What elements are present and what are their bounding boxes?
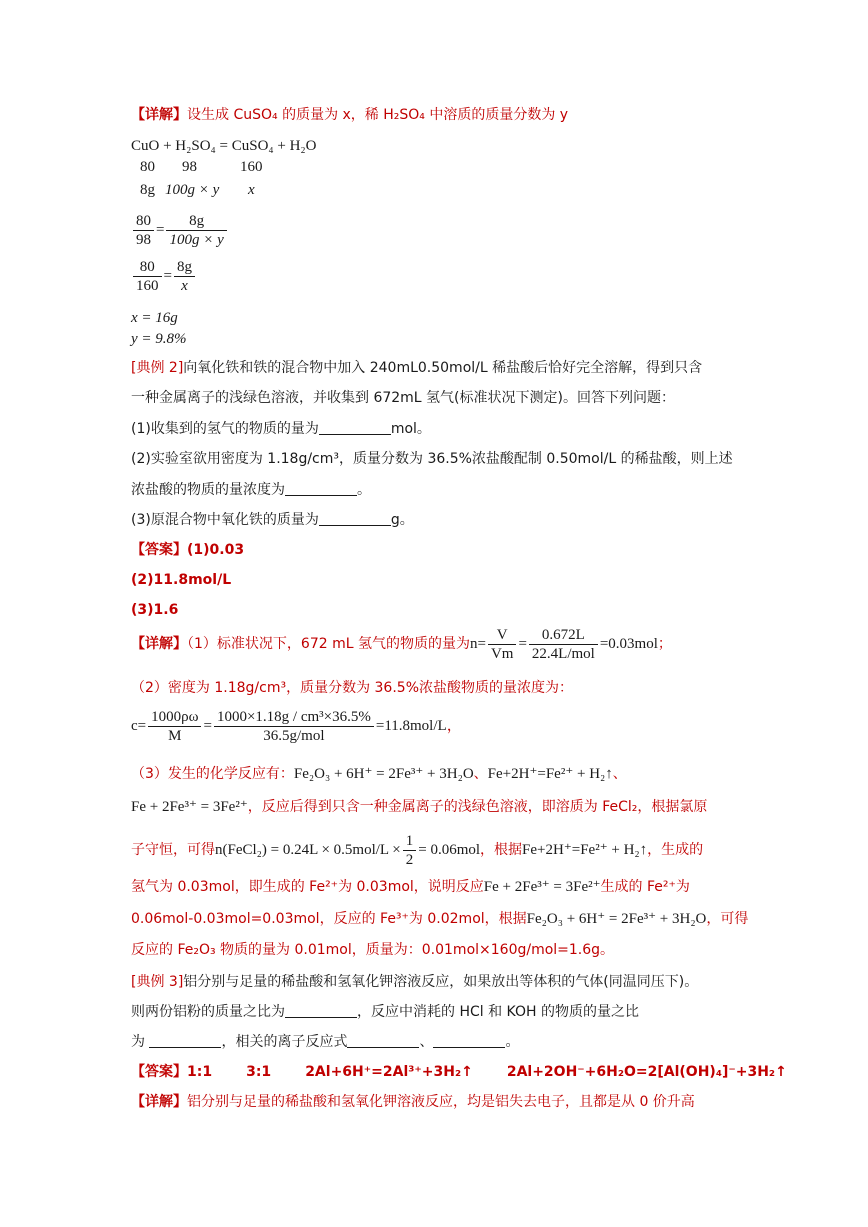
- mass-h2so4: 98: [182, 159, 197, 175]
- example-tag: [典例 2]: [131, 360, 184, 376]
- fraction-numerator: 8g: [174, 258, 195, 277]
- fraction-numerator: 1000ρω: [148, 708, 201, 727]
- detail2-p2-formula: c= $\frac{1000\rho\omega}{M}$ = $\frac{\text{1000×1.18g / cm³×36.5\%}}{\text{36.5g/mol}}$ =11.8mol/L，: [131, 709, 462, 744]
- fraction-numerator: 0.672L: [529, 626, 598, 645]
- detail-text: 氢气为 0.03mol，即生成的 Fe²⁺为 0.03mol，说明反应: [131, 879, 484, 895]
- question-2-line2: [131, 480, 371, 500]
- fraction-denominator: 98: [136, 232, 151, 248]
- example2-line2: 一种金属离子的浅绿色溶液，并收集到 672mL 氢气(标准状况下测定)。回答下列问题：: [131, 390, 675, 406]
- equation: Fe + 2Fe³⁺ = 3Fe²⁺: [483, 879, 601, 895]
- detail-text: 设生成 CuSO₄ 的质量为 x，稀 H₂SO₄ 中溶质的质量分数为 y: [187, 107, 569, 123]
- fraction-numerator: 1: [403, 832, 417, 851]
- detail2-p3: [131, 764, 627, 784]
- fraction-numerator: V: [488, 626, 517, 645]
- answer2-line3: (3)1.6: [131, 602, 179, 618]
- formula-part: =0.03mol: [599, 635, 658, 652]
- answer-value: 2Al+2OH⁻+6H₂O=2[Al(OH)₄]⁻+3H₂↑: [506, 1064, 787, 1080]
- detail2-p7: [131, 909, 748, 929]
- detail2-p2: （2）密度为 1.18g/cm³，质量分数为 36.5%浓盐酸物质的量浓度为：: [131, 680, 574, 696]
- detail-text: 0.06mol-0.03mol=0.03mol，反应的 Fe³⁺为 0.02mol，根据: [131, 911, 527, 927]
- example3-line1: [131, 972, 698, 992]
- ratio-equation-1: $\frac{80}{98}$ = $\frac{8g}{100g \times y}$: [131, 212, 229, 249]
- detail2-p5: [131, 832, 703, 869]
- detail2-p4: [131, 797, 707, 817]
- detail-text: （1）标准状况下，672 mL 氢气的物质的量为: [187, 635, 470, 652]
- answer2-line2: (2)11.8mol/L: [131, 572, 232, 588]
- answer-value: 3:1: [246, 1064, 272, 1080]
- example2-line1: [131, 358, 702, 378]
- equation: Fe+2H⁺=Fe²⁺ + H₂↑: [487, 766, 613, 782]
- detail2-p1: 【详解】（1）标准状况下，672 mL 氢气的物质的量为n= $\frac{V}{Vm}$ = $\frac{0.672L}{\text{22.4L/mol}}$ =0.03mol；: [131, 627, 672, 662]
- question-unit: mol。: [390, 421, 431, 437]
- fraction-denominator: 36.5g/mol: [263, 728, 325, 744]
- answer-tag: 【答案】: [131, 1064, 187, 1080]
- answer-blank[interactable]: [285, 1003, 357, 1018]
- formula-part: c=: [131, 717, 147, 734]
- question-3: [131, 510, 414, 530]
- question-text: ，反应中消耗的 HCl 和 KOH 的物质的量之比: [357, 1004, 639, 1020]
- fraction-denominator: 160: [136, 278, 159, 294]
- answer3-line: [131, 1062, 787, 1082]
- fraction-denominator: 100g × y: [169, 232, 224, 248]
- mass-cuo: 80: [140, 159, 155, 175]
- question-text: 为: [131, 1034, 145, 1050]
- ratio-equation-2: $\frac{80}{160}$ = $\frac{8g}{x}$: [131, 258, 197, 295]
- detail-text: ，可得: [706, 911, 749, 927]
- detail-text: ，反应后得到只含一种金属离子的浅绿色溶液，即溶质为 FeCl₂，根据氯原: [247, 799, 708, 815]
- answer-blank[interactable]: [347, 1033, 419, 1048]
- formula-part: n(FeCl₂) = 0.24L × 0.5mol/L ×: [215, 841, 401, 858]
- equation: Fe₂O₃ + 6H⁺ = 2Fe³⁺ + 3H₂O: [526, 911, 707, 927]
- question-text: (3)原混合物中氧化铁的质量为: [131, 512, 319, 528]
- question-2-line1: (2)实验室欲用密度为 1.18g/cm³，质量分数为 36.5%浓盐酸配制 0.50mol/L 的稀盐酸，则上述: [131, 451, 733, 467]
- fraction-numerator: 80: [133, 258, 162, 277]
- detail2-p6: [131, 877, 690, 897]
- punctuation: 、: [473, 766, 488, 782]
- mass-cuso4: 160: [240, 159, 263, 175]
- punctuation: 。: [505, 1034, 520, 1050]
- answer-blank[interactable]: [433, 1033, 505, 1048]
- question-text: ，相关的离子反应式: [221, 1034, 348, 1050]
- detail2-p8: 反应的 Fe₂O₃ 物质的量为 0.01mol，质量为：0.01mol×160g/mol=1.6g。: [131, 942, 615, 958]
- formula-part: =11.8mol/L: [375, 717, 447, 734]
- answer-blank[interactable]: [149, 1033, 221, 1048]
- fraction-denominator: 22.4L/mol: [531, 646, 595, 662]
- fraction-numerator: 80: [133, 212, 154, 231]
- detail-text: 子守恒，可得: [131, 841, 215, 858]
- answer-blank[interactable]: [285, 481, 357, 496]
- equation: Fe + 2Fe³⁺ = 3Fe²⁺: [131, 799, 248, 815]
- punctuation: 、: [419, 1034, 434, 1050]
- answer-blank[interactable]: [319, 511, 391, 526]
- result-y: y = 9.8%: [131, 331, 187, 347]
- example3-line3: [131, 1032, 519, 1052]
- detail-tag: 【详解】: [131, 635, 187, 652]
- question-text: 则两份铝粉的质量之比为: [131, 1004, 285, 1020]
- detail-text: 铝分别与足量的稀盐酸和氢氧化钾溶液反应，均是铝失去电子，且都是从 0 价升高: [187, 1094, 695, 1110]
- detail-text: （3）发生的化学反应有：: [131, 766, 294, 782]
- punctuation: ；: [657, 635, 672, 652]
- example-tag: [典例 3]: [131, 974, 184, 990]
- detail-tag: 【详解】: [131, 107, 187, 123]
- punctuation: 、: [612, 766, 627, 782]
- equation: Fe+2H⁺=Fe²⁺ + H₂↑: [522, 841, 648, 858]
- question-1: [131, 419, 431, 439]
- detail-text: ，根据: [480, 841, 523, 858]
- formula-part: n=: [469, 635, 486, 652]
- formula-part: = 0.06mol: [418, 841, 481, 858]
- reaction-equation: CuO + H₂SO₄ = CuSO₄ + H₂O: [131, 138, 317, 154]
- fraction-numerator: 8g: [166, 212, 226, 231]
- fraction-numerator: 1000×1.18g / cm³×36.5%: [214, 708, 374, 727]
- punctuation: ，: [446, 717, 462, 734]
- answer-tag: 【答案】: [131, 542, 187, 558]
- answer-blank[interactable]: [319, 420, 391, 435]
- equation: Fe₂O₃ + 6H⁺ = 2Fe³⁺ + 3H₂O: [293, 766, 474, 782]
- fraction-denominator: x: [181, 278, 188, 294]
- answer2-line1: [131, 540, 244, 560]
- given-cuo: 8g: [140, 182, 155, 198]
- detail-text: ，生成的: [647, 841, 704, 858]
- detail-text: 生成的 Fe²⁺为: [600, 879, 690, 895]
- question-text: (1)收集到的氢气的物质的量为: [131, 421, 319, 437]
- fraction-denominator: Vm: [490, 646, 514, 662]
- given-h2so4: 100g × y: [165, 182, 220, 198]
- detail-tag: 【详解】: [131, 1094, 187, 1110]
- question-unit: g。: [390, 512, 414, 528]
- answer-value: (1)0.03: [187, 542, 245, 558]
- detail3-line: [131, 1092, 695, 1112]
- question-text: 浓盐酸的物质的量浓度为: [131, 482, 285, 498]
- example3-line2: [131, 1002, 639, 1022]
- detail1-line: [131, 105, 568, 125]
- fraction-denominator: 2: [405, 852, 414, 868]
- result-x: x = 16g: [131, 310, 178, 326]
- answer-value: 1:1: [187, 1064, 213, 1080]
- example-text: 向氧化铁和铁的混合物中加入 240mL0.50mol/L 稀盐酸后恰好完全溶解，得到只含: [183, 360, 703, 376]
- fraction-denominator: M: [168, 728, 182, 744]
- question-end: 。: [357, 482, 371, 498]
- given-cuso4: x: [248, 182, 255, 198]
- answer-value: 2Al+6H⁺=2Al³⁺+3H₂↑: [305, 1064, 473, 1080]
- example-text: 铝分别与足量的稀盐酸和氢氧化钾溶液反应，如果放出等体积的气体(同温同压下)。: [183, 974, 699, 990]
